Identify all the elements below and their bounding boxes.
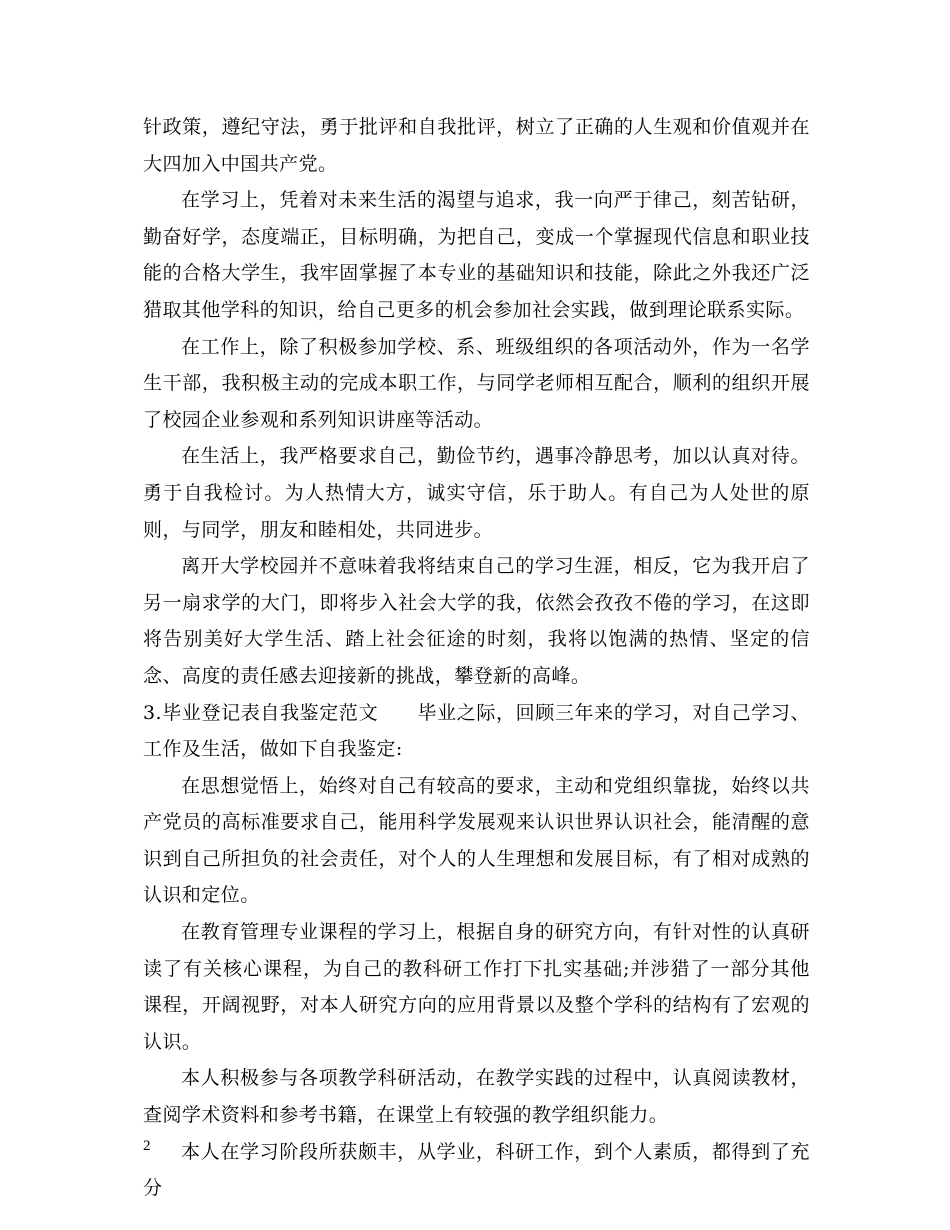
paragraph-ideology: 在思想觉悟上，始终对自己有较高的要求，主动和党组织靠拢，始终以共产党员的高标准要求自己，能用科学发展观来认识世界认识社会，能清醒的意识到自己所担负的社会责任，对个人的人生理想和发展目标，有了相对成熟的认识和定位。 bbox=[143, 774, 810, 907]
page-number: 2 bbox=[143, 1138, 151, 1154]
paragraph-life: 在生活上，我严格要求自己，勤俭节约，遇事冷静思考，加以认真对待。勇于自我检讨。为人热情大方，诚实守信，乐于助人。有自己为人处世的原则，与同学，朋友和睦相处，共同进步。 bbox=[143, 445, 810, 541]
paragraph-work: 在工作上，除了积极参加学校、系、班级组织的各项活动外，作为一名学生干部，我积极主动的完成本职工作，与同学老师相互配合，顺利的组织开展了校园企业参观和系列知识讲座等活动。 bbox=[143, 335, 810, 431]
document-body bbox=[143, 109, 810, 1207]
paragraph-party-membership: 针政策，遵纪守法，勇于批评和自我批评，树立了正确的人生观和价值观并在大四加入中国共产党。 bbox=[143, 116, 810, 175]
paragraph-leaving-campus: 离开大学校园并不意味着我将结束自己的学习生涯，相反，它为我开启了另一扇求学的大门，即将步入社会大学的我，依然会孜孜不倦的学习，在这即将告别美好大学生活、踏上社会征途的时刻，我将以饱满的热情、坚定的信念、高度的责任感去迎接新的挑战，攀登新的高峰。 bbox=[143, 555, 810, 687]
section-heading-sample-3: 3.毕业登记表自我鉴定范文 毕业之际，回顾三年来的学习，对自己学习、工作及生活，做如下自我鉴定: bbox=[143, 701, 810, 761]
paragraph-courses: 在教育管理专业课程的学习上，根据自身的研究方向，有针对性的认真研读了有关核心课程，为自己的教科研工作打下扎实基础;并涉猎了一部分其他课程，开阔视野，对本人研究方向的应用背景以及整个学科的结构有了宏观的认识。 bbox=[143, 921, 810, 1053]
paragraph-gains: 本人在学习阶段所获颇丰，从学业，科研工作，到个人素质，都得到了充分 bbox=[143, 1140, 810, 1200]
paragraph-research-activities: 本人积极参与各项教学科研活动，在教学实践的过程中，认真阅读教材，查阅学术资料和参考书籍，在课堂上有较强的教学组织能力。 bbox=[143, 1067, 810, 1127]
paragraph-study: 在学习上，凭着对未来生活的渴望与追求，我一向严于律己，刻苦钻研，勤奋好学，态度端正，目标明确，为把自己，变成一个掌握现代信息和职业技能的合格大学生，我牢固掌握了本专业的基础知识和技能，除此之外我还广泛猎取其他学科的知识，给自己更多的机会参加社会实践，做到理论联系实际。 bbox=[143, 189, 810, 321]
